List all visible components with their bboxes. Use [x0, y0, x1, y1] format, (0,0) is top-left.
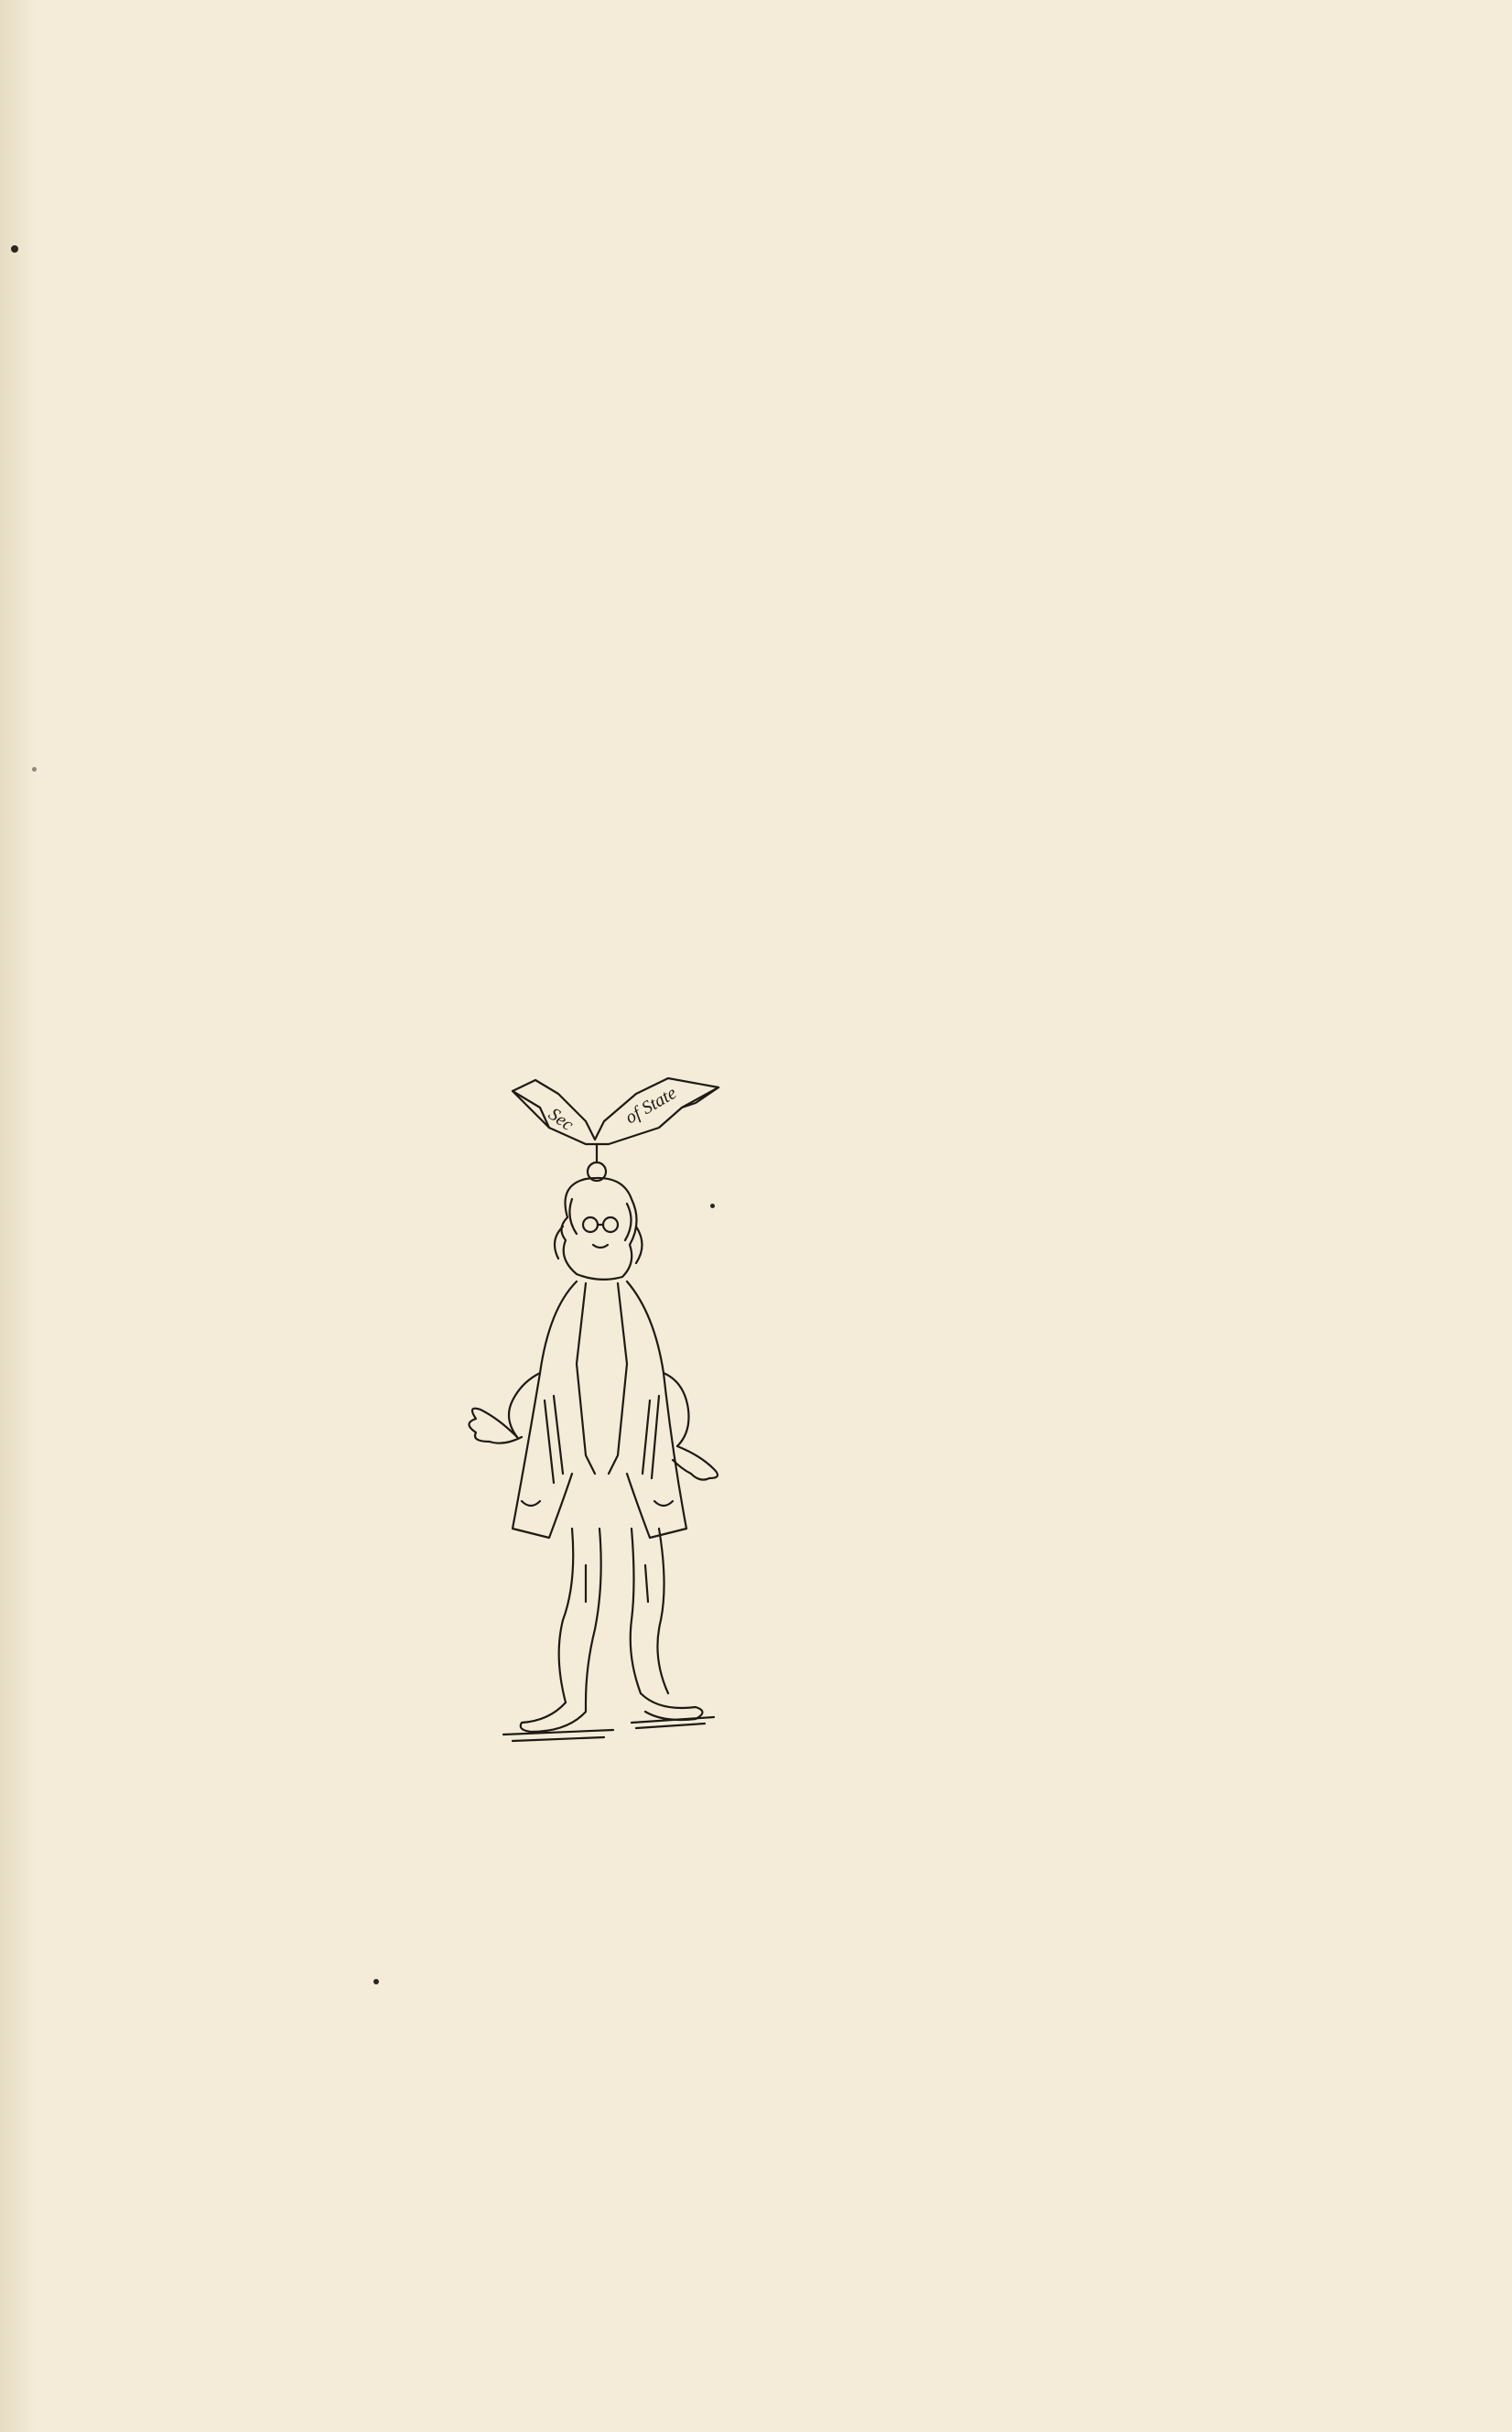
running-header [462, 146, 1286, 201]
print-speck [373, 1979, 379, 1984]
page-fold-shadow [0, 0, 37, 2432]
bob-cherry-illustration [448, 1071, 751, 1767]
print-speck [32, 767, 37, 772]
print-speck [710, 1204, 715, 1208]
svg-text:of State: of State [621, 1083, 680, 1129]
svg-text:Sec: Sec [545, 1104, 578, 1136]
print-speck [11, 245, 18, 253]
